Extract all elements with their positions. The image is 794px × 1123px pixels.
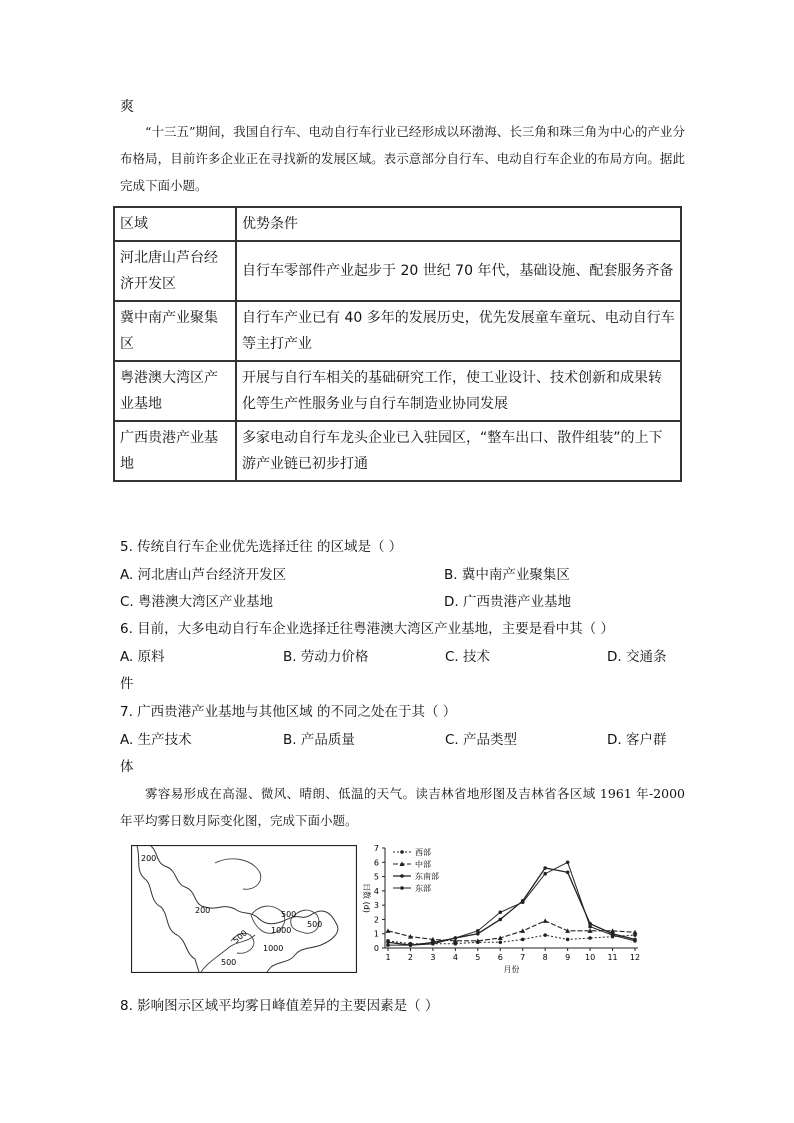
map-contour-label: 500 bbox=[221, 958, 237, 967]
advantage-table bbox=[113, 206, 682, 482]
data-point bbox=[521, 938, 525, 942]
legend-marker bbox=[400, 874, 404, 878]
y-tick-label: 1 bbox=[373, 929, 379, 939]
x-tick-label: 7 bbox=[520, 953, 526, 962]
data-point bbox=[566, 860, 570, 864]
data-point bbox=[543, 866, 547, 870]
data-point bbox=[521, 900, 525, 904]
table-header-row bbox=[114, 207, 681, 241]
data-point bbox=[633, 939, 637, 943]
legend-marker bbox=[400, 886, 404, 890]
question-6-option-b: B. 劳动力价格 bbox=[283, 649, 369, 665]
intro-paragraph-fog: 雾容易形成在高湿、微风、晴朗、低温的天气。读吉林省地形图及吉林省各区域 1961 年-2000 年平均雾日数月际变化图，完成下面小题。 bbox=[120, 786, 685, 828]
page-fragment-text: 爽 bbox=[120, 99, 134, 115]
legend-label: 东部 bbox=[415, 884, 431, 893]
data-point bbox=[498, 918, 502, 922]
question-7-option-d: D. 客户群 bbox=[607, 732, 667, 748]
jilin-terrain-map bbox=[131, 845, 357, 973]
table-row bbox=[114, 301, 681, 361]
map-contour-label: 200 bbox=[195, 906, 211, 915]
y-tick-label: 6 bbox=[373, 858, 379, 868]
table-row bbox=[114, 241, 681, 301]
data-point bbox=[566, 938, 570, 942]
x-tick-label: 6 bbox=[497, 953, 503, 962]
question-7-option-b: B. 产品质量 bbox=[283, 732, 355, 748]
legend-label: 西部 bbox=[415, 848, 431, 857]
question-8-stem: 8. 影响图示区域平均雾日峰值差异的主要因素是（ ） bbox=[120, 998, 439, 1014]
table-cell-advantage: 自行车产业已有 40 多年的发展历史，优先发展童车童玩、电动自行车等主打产业 bbox=[236, 301, 681, 361]
data-point bbox=[588, 925, 592, 929]
data-point bbox=[520, 928, 525, 933]
data-point bbox=[476, 929, 480, 933]
table-header-region: 区域 bbox=[114, 207, 236, 241]
map-contour-label: 1000 bbox=[263, 944, 284, 953]
map-frame bbox=[132, 846, 357, 973]
y-tick-label: 5 bbox=[373, 872, 379, 882]
legend-marker bbox=[400, 850, 404, 854]
map-contour-label: 200 bbox=[141, 854, 157, 863]
data-point bbox=[633, 930, 638, 935]
table-header-advantage: 优势条件 bbox=[236, 207, 681, 241]
x-tick-label: 2 bbox=[407, 953, 414, 962]
map-contour-label: 500 bbox=[231, 928, 249, 946]
question-6-option-d-wrap: 件 bbox=[120, 676, 134, 692]
question-5-option-d: D. 广西贵港产业基地 bbox=[444, 594, 571, 610]
y-tick-label: 2 bbox=[373, 915, 379, 925]
data-point bbox=[543, 933, 547, 937]
question-7-option-c: C. 产品类型 bbox=[445, 732, 518, 748]
x-tick-label: 1 bbox=[385, 953, 391, 962]
map-contour-label: 500 bbox=[281, 910, 297, 919]
x-tick-label: 4 bbox=[452, 953, 458, 962]
y-tick-label: 7 bbox=[373, 844, 379, 853]
question-7-option-a: A. 生产技术 bbox=[120, 732, 192, 748]
table-cell-region: 广西贵港产业基地 bbox=[114, 421, 236, 481]
map-contour-label: 1000 bbox=[271, 926, 292, 935]
x-tick-label: 3 bbox=[430, 953, 436, 962]
legend-label: 东南部 bbox=[415, 872, 439, 881]
table-cell-advantage: 自行车零部件产业起步于 20 世纪 70 年代，基础设施、配套服务齐备 bbox=[236, 241, 681, 301]
series-line bbox=[388, 935, 635, 944]
data-point bbox=[543, 918, 548, 923]
fog-days-chart bbox=[354, 840, 644, 978]
question-5-option-a: A. 河北唐山芦台经济开发区 bbox=[120, 567, 287, 583]
table-row bbox=[114, 361, 681, 421]
data-point bbox=[498, 910, 502, 914]
data-point bbox=[386, 928, 391, 933]
x-tick-label: 11 bbox=[607, 953, 618, 962]
y-tick-label: 4 bbox=[373, 886, 379, 896]
x-tick-label: 8 bbox=[542, 953, 548, 962]
data-point bbox=[543, 872, 547, 876]
x-tick-label: 5 bbox=[475, 953, 481, 962]
table-cell-advantage: 开展与自行车相关的基础研究工作，使工业设计、技术创新和成果转化等生产性服务业与自行车制造业协同发展 bbox=[236, 361, 681, 421]
table-cell-region: 粤港澳大湾区产业基地 bbox=[114, 361, 236, 421]
data-point bbox=[588, 936, 592, 940]
question-7-option-d-wrap: 体 bbox=[120, 759, 134, 775]
table-row bbox=[114, 421, 681, 481]
data-point bbox=[611, 933, 615, 937]
question-6-option-a: A. 原料 bbox=[120, 649, 165, 665]
x-tick-label: 10 bbox=[584, 953, 596, 962]
y-tick-label: 3 bbox=[373, 901, 379, 911]
question-5-option-b: B. 冀中南产业聚集区 bbox=[444, 567, 570, 583]
data-point bbox=[498, 940, 502, 944]
x-tick-label: 12 bbox=[629, 953, 641, 962]
question-6-option-c: C. 技术 bbox=[445, 649, 491, 665]
intro-paragraph-bicycle: “十三五”期间，我国自行车、电动自行车行业已经形成以环渤海、长三角和珠三角为中心的产业分布格局，目前许多企业正在寻找新的发展区域。表示意部分自行车、电动自行车企业的布局方向。据此完成下面小题。 bbox=[120, 124, 685, 193]
question-5-option-c: C. 粤港澳大湾区产业基地 bbox=[120, 594, 274, 610]
series-line bbox=[388, 921, 635, 941]
question-7-stem: 7. 广西贵港产业基地与其他区域 的不同之处在于其（ ） bbox=[120, 704, 457, 720]
question-5-stem: 5. 传统自行车企业优先选择迁往 的区域是（ ） bbox=[120, 539, 403, 555]
data-point bbox=[409, 943, 413, 947]
x-axis-label: 月份 bbox=[503, 965, 520, 974]
y-tick-label: 0 bbox=[373, 944, 379, 953]
table-cell-region: 河北唐山芦台经济开发区 bbox=[114, 241, 236, 301]
x-tick-label: 9 bbox=[565, 953, 571, 962]
data-point bbox=[566, 870, 570, 874]
legend-label: 中部 bbox=[415, 860, 431, 869]
map-contour-label: 500 bbox=[307, 920, 323, 929]
table-cell-advantage: 多家电动自行车龙头企业已入驻园区，“整车出口、散件组装”的上下游产业链已初步打通 bbox=[236, 421, 681, 481]
data-point bbox=[431, 940, 435, 944]
question-6-stem: 6. 目前，大多电动自行车企业选择迁往粤港澳大湾区产业基地，主要是看中其（ ） bbox=[120, 621, 614, 637]
y-axis-label: 日数 (d) bbox=[362, 883, 371, 913]
table-cell-region: 冀中南产业聚集区 bbox=[114, 301, 236, 361]
question-6-option-d: D. 交通条 bbox=[607, 649, 667, 665]
data-point bbox=[386, 943, 390, 947]
data-point bbox=[454, 936, 458, 940]
